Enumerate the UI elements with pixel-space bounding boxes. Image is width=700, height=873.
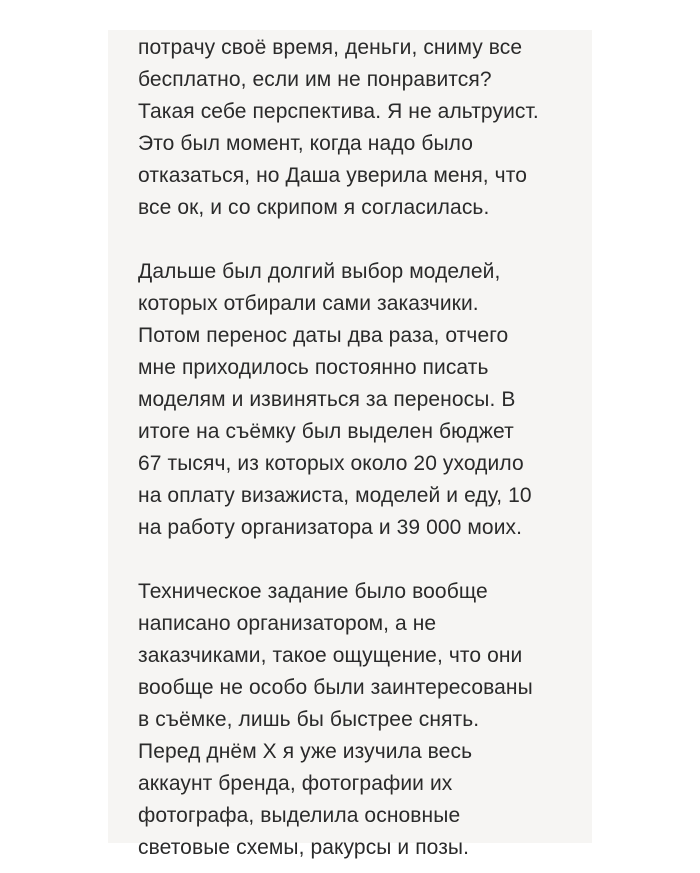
text-line: написано организатором, а не [138,612,437,635]
text-line: заказчиками, такое ощущение, что они [138,644,523,667]
paragraph-1 [138,32,592,224]
text-line: мне приходилось постоянно писать [138,356,489,379]
text-line: итоге на съёмку был выделен бюджет [138,420,514,443]
text-line: бесплатно, если им не понравится? [138,68,492,91]
text-line: аккаунт бренда, фотографии их [138,772,453,795]
text-line: световые схемы, ракурсы и позы. [138,836,470,859]
text-line: отказаться, но Даша уверила меня, что [138,164,527,187]
paragraph-gap [138,544,592,576]
text-line: 67 тысяч, из которых около 20 уходило [138,452,524,475]
text-line: на оплату визажиста, моделей и еду, 10 [138,484,532,507]
text-line: все ок, и со скрипом я согласилась. [138,196,490,219]
text-line: Техническое задание было вообще [138,580,488,603]
text-line: Дальше был долгий выбор моделей, [138,260,501,283]
text-line: Потом перенос даты два раза, отчего [138,324,509,347]
text-line: на работу организатора и 39 000 моих. [138,516,523,539]
text-sheet [108,30,592,859]
text-line: Перед днём Х я уже изучила весь [138,740,473,763]
text-line: вообще не особо были заинтересованы [138,676,533,699]
text-line: потрачу своё время, деньги, сниму все [138,36,523,59]
text-line: Такая себе перспектива. Я не альтруист. [138,100,539,123]
text-line: Это был момент, когда надо было [138,132,474,155]
paragraph-2 [138,256,592,544]
text-line: которых отбирали сами заказчики. [138,292,479,315]
text-line: в съёмке, лишь бы быстрее снять. [138,708,480,731]
paragraph-gap [138,224,592,256]
text-line: фотографа, выделила основные [138,804,461,827]
text-line: моделям и извиняться за переносы. В [138,388,516,411]
paragraph-3 [138,576,592,864]
